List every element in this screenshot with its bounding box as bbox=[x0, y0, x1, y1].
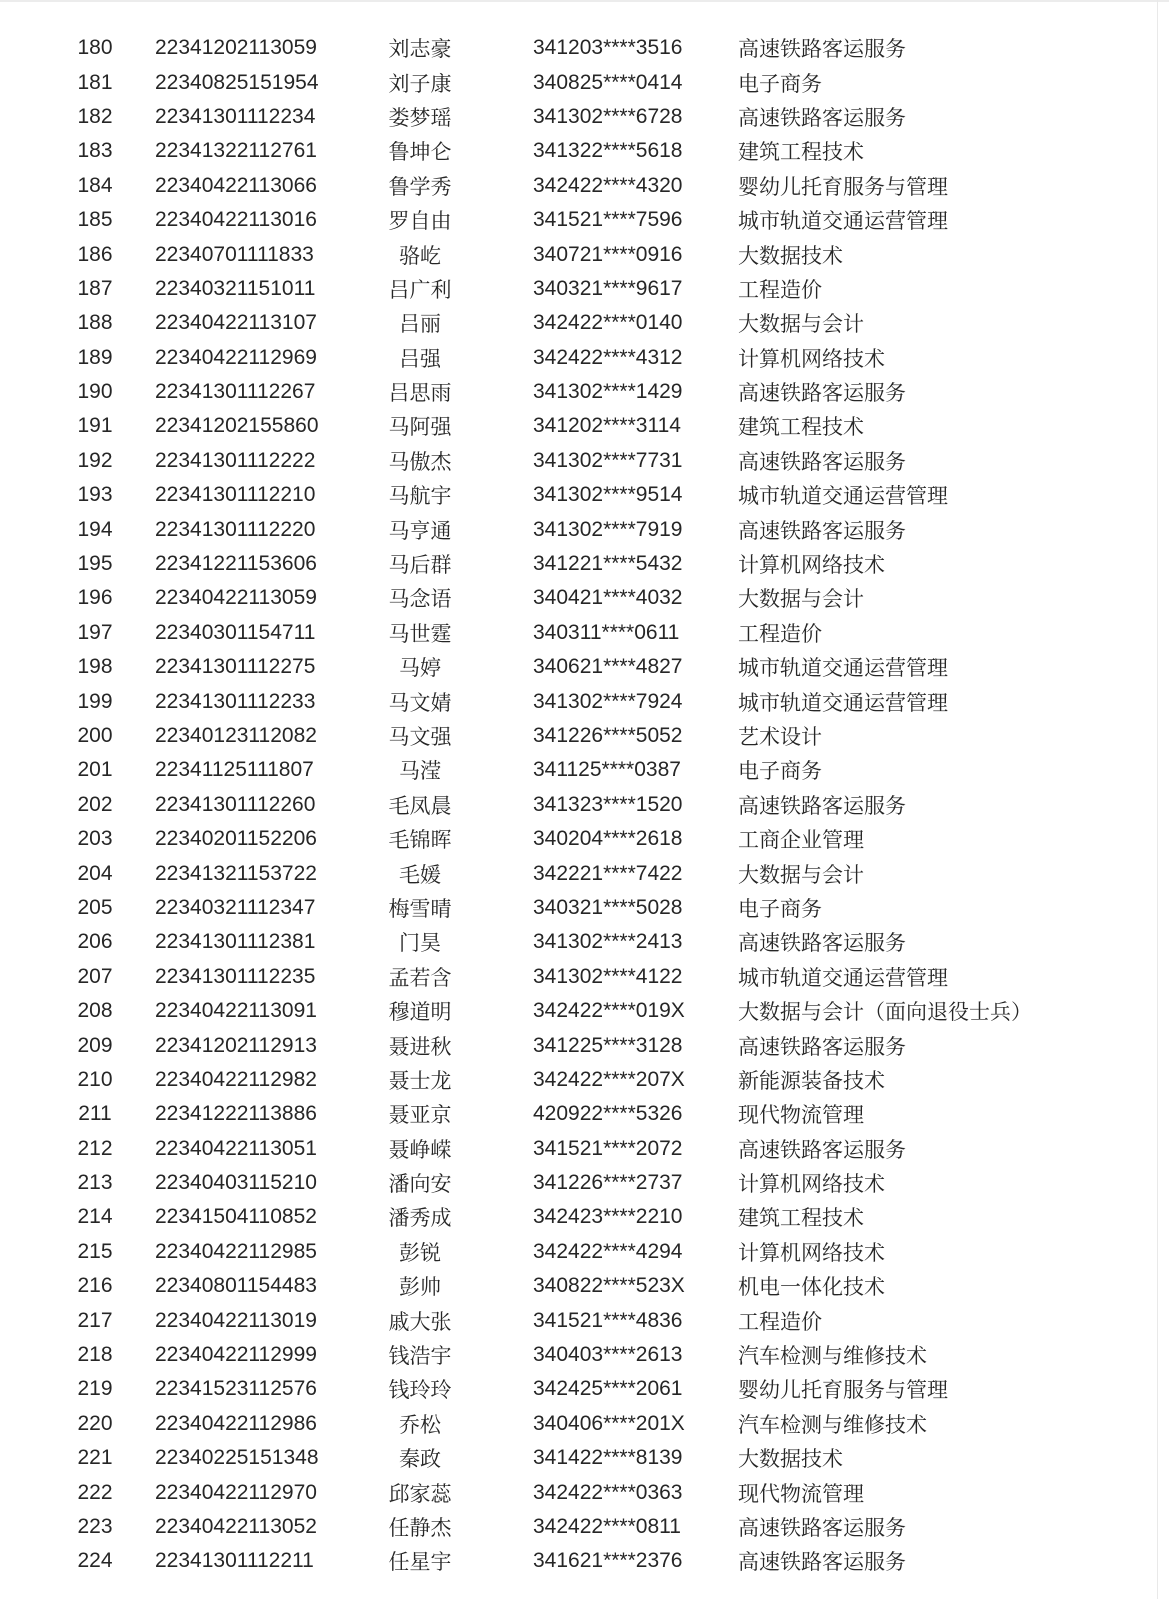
row-number-cell: 190 bbox=[77, 380, 113, 404]
student-name-cell: 穆道明 bbox=[388, 1001, 452, 1025]
major-cell: 大数据技术 bbox=[738, 1448, 843, 1472]
major-cell: 机电一体化技术 bbox=[738, 1276, 885, 1300]
major-cell: 城市轨道交通运营管理 bbox=[738, 485, 948, 509]
masked-id-cell: 342422****207X bbox=[533, 1067, 685, 1091]
student-name-cell: 邱家蕊 bbox=[388, 1482, 452, 1506]
student-name-cell: 彭锐 bbox=[399, 1241, 441, 1265]
student-name-cell: 任星宇 bbox=[388, 1551, 452, 1575]
major-cell: 工程造价 bbox=[738, 278, 822, 302]
row-number-cell: 192 bbox=[77, 448, 113, 472]
student-name-cell: 聂亚京 bbox=[388, 1104, 452, 1128]
table-row bbox=[0, 1097, 1157, 1131]
row-number-cell: 184 bbox=[77, 173, 113, 197]
masked-id-cell: 342422****4294 bbox=[533, 1239, 683, 1263]
exam-number-cell: 22341221153606 bbox=[155, 552, 317, 576]
page-right-edge bbox=[1157, 0, 1158, 1599]
student-name-cell: 刘志豪 bbox=[388, 38, 452, 62]
table-row bbox=[0, 100, 1157, 134]
exam-number-cell: 22341202155860 bbox=[155, 414, 319, 438]
exam-number-cell: 22341301112222 bbox=[155, 448, 316, 472]
table-row bbox=[0, 1303, 1157, 1337]
student-name-cell: 马滢 bbox=[399, 760, 441, 784]
row-number-cell: 223 bbox=[77, 1514, 113, 1538]
student-name-cell: 吕丽 bbox=[399, 313, 441, 337]
table-row bbox=[0, 1544, 1157, 1578]
table-row bbox=[0, 375, 1157, 409]
major-cell: 高速铁路客运服务 bbox=[738, 794, 906, 818]
student-name-cell: 戚大张 bbox=[388, 1310, 452, 1334]
major-cell: 艺术设计 bbox=[738, 726, 822, 749]
page-top-edge bbox=[0, 0, 1169, 2]
exam-number-cell: 22341222113886 bbox=[155, 1102, 317, 1126]
major-cell: 电子商务 bbox=[738, 760, 822, 784]
student-name-cell: 马阿强 bbox=[388, 416, 452, 440]
row-number-cell: 191 bbox=[77, 414, 113, 438]
row-number-cell: 198 bbox=[77, 655, 113, 679]
table-row bbox=[0, 65, 1157, 99]
row-number-cell: 213 bbox=[77, 1171, 113, 1195]
row-number-cell: 188 bbox=[77, 311, 113, 335]
exam-number-cell: 22340422112985 bbox=[155, 1239, 317, 1263]
exam-number-cell: 22340825151954 bbox=[155, 70, 319, 94]
major-cell: 大数据与会计 bbox=[738, 313, 864, 337]
table-row bbox=[0, 1132, 1157, 1166]
student-name-cell: 毛凤晨 bbox=[388, 794, 452, 818]
exam-number-cell: 22340701111833 bbox=[155, 242, 314, 266]
table-row bbox=[0, 1166, 1157, 1200]
exam-number-cell: 22340422112986 bbox=[155, 1411, 317, 1435]
table-row bbox=[0, 203, 1157, 237]
exam-number-cell: 22341301112267 bbox=[155, 380, 316, 404]
row-number-cell: 201 bbox=[77, 758, 113, 782]
table-row bbox=[0, 1372, 1157, 1406]
student-name-cell: 钱浩宇 bbox=[388, 1345, 452, 1369]
major-cell: 婴幼儿托育服务与管理 bbox=[738, 1379, 948, 1403]
major-cell: 城市轨道交通运营管理 bbox=[738, 691, 948, 715]
masked-id-cell: 342423****2210 bbox=[533, 1205, 683, 1229]
row-number-cell: 199 bbox=[77, 689, 113, 713]
table-row bbox=[0, 237, 1157, 271]
exam-number-cell: 22341301112381 bbox=[155, 930, 316, 954]
major-cell: 大数据与会计 bbox=[738, 863, 864, 887]
exam-number-cell: 22341202113059 bbox=[155, 36, 317, 60]
student-name-cell: 聂进秋 bbox=[388, 1035, 452, 1059]
major-cell: 高速铁路客运服务 bbox=[738, 932, 906, 956]
row-number-cell: 183 bbox=[77, 139, 113, 163]
masked-id-cell: 341226****2737 bbox=[533, 1171, 683, 1195]
row-number-cell: 224 bbox=[77, 1549, 113, 1573]
table-row bbox=[0, 753, 1157, 787]
masked-id-cell: 341302****7919 bbox=[533, 517, 683, 541]
row-number-cell: 181 bbox=[77, 70, 113, 94]
major-cell: 电子商务 bbox=[738, 897, 822, 921]
row-number-cell: 196 bbox=[77, 586, 113, 610]
table-row bbox=[0, 1063, 1157, 1097]
table-row bbox=[0, 616, 1157, 650]
table-row bbox=[0, 1441, 1157, 1475]
student-name-cell: 钱玲玲 bbox=[388, 1379, 452, 1403]
row-number-cell: 204 bbox=[77, 861, 113, 885]
masked-id-cell: 342422****4312 bbox=[533, 345, 683, 369]
student-name-cell: 马傲杰 bbox=[388, 450, 452, 474]
major-cell: 汽车检测与维修技术 bbox=[738, 1413, 927, 1437]
row-number-cell: 202 bbox=[77, 792, 113, 816]
row-number-cell: 219 bbox=[77, 1377, 113, 1401]
table-row bbox=[0, 409, 1157, 443]
table-row bbox=[0, 169, 1157, 203]
student-name-cell: 吕强 bbox=[399, 347, 441, 371]
major-cell: 高速铁路客运服务 bbox=[738, 1138, 906, 1162]
exam-number-cell: 22340422113052 bbox=[155, 1514, 317, 1538]
major-cell: 大数据与会计（面向退役士兵） bbox=[738, 1001, 1032, 1025]
row-number-cell: 214 bbox=[77, 1205, 113, 1229]
masked-id-cell: 340321****5028 bbox=[533, 895, 683, 919]
student-name-cell: 刘子康 bbox=[388, 72, 452, 96]
masked-id-cell: 342422****4320 bbox=[533, 173, 683, 197]
masked-id-cell: 420922****5326 bbox=[533, 1102, 683, 1126]
masked-id-cell: 341203****3516 bbox=[533, 36, 683, 60]
student-name-cell: 娄梦瑶 bbox=[388, 106, 452, 130]
masked-id-cell: 340406****201X bbox=[533, 1411, 685, 1435]
masked-id-cell: 341621****2376 bbox=[533, 1549, 683, 1573]
table-row bbox=[0, 1407, 1157, 1441]
masked-id-cell: 342422****019X bbox=[533, 999, 685, 1023]
exam-number-cell: 22340422113059 bbox=[155, 586, 317, 610]
student-name-cell: 乔松 bbox=[399, 1413, 441, 1437]
exam-number-cell: 22340422113066 bbox=[155, 173, 317, 197]
masked-id-cell: 340621****4827 bbox=[533, 655, 683, 679]
masked-id-cell: 341302****7731 bbox=[533, 448, 683, 472]
major-cell: 计算机网络技术 bbox=[738, 347, 885, 371]
masked-id-cell: 341322****5618 bbox=[533, 139, 683, 163]
major-cell: 高速铁路客运服务 bbox=[738, 1516, 906, 1540]
table-row bbox=[0, 1338, 1157, 1372]
row-number-cell: 211 bbox=[78, 1102, 112, 1126]
student-name-cell: 马世霆 bbox=[388, 622, 452, 646]
table-row bbox=[0, 788, 1157, 822]
masked-id-cell: 341521****7596 bbox=[533, 208, 683, 232]
student-name-cell: 毛锦晖 bbox=[388, 829, 452, 853]
student-name-cell: 彭帅 bbox=[399, 1276, 441, 1300]
masked-id-cell: 342422****0811 bbox=[533, 1514, 681, 1538]
masked-id-cell: 341125****0387 bbox=[533, 758, 681, 782]
exam-number-cell: 22340403115210 bbox=[155, 1171, 317, 1195]
row-number-cell: 205 bbox=[77, 895, 113, 919]
table-row bbox=[0, 1475, 1157, 1509]
row-number-cell: 217 bbox=[77, 1308, 113, 1332]
exam-number-cell: 22341301112234 bbox=[155, 104, 316, 128]
exam-number-cell: 22340422112970 bbox=[155, 1480, 317, 1504]
major-cell: 计算机网络技术 bbox=[738, 554, 885, 578]
masked-id-cell: 341226****5052 bbox=[533, 724, 683, 747]
exam-number-cell: 22340321151011 bbox=[155, 276, 316, 300]
row-number-cell: 193 bbox=[77, 483, 113, 507]
student-name-cell: 孟若含 bbox=[388, 966, 452, 990]
masked-id-cell: 340403****2613 bbox=[533, 1343, 683, 1367]
exam-number-cell: 22340422112982 bbox=[155, 1067, 317, 1091]
masked-id-cell: 341302****2413 bbox=[533, 930, 683, 954]
major-cell: 工程造价 bbox=[738, 622, 822, 646]
major-cell: 高速铁路客运服务 bbox=[738, 1551, 906, 1575]
exam-number-cell: 22341301112233 bbox=[155, 689, 316, 713]
major-cell: 高速铁路客运服务 bbox=[738, 519, 906, 543]
row-number-cell: 187 bbox=[77, 276, 113, 300]
masked-id-cell: 341422****8139 bbox=[533, 1446, 683, 1470]
major-cell: 汽车检测与维修技术 bbox=[738, 1345, 927, 1369]
masked-id-cell: 340421****4032 bbox=[533, 586, 683, 610]
masked-id-cell: 342425****2061 bbox=[533, 1377, 683, 1401]
major-cell: 计算机网络技术 bbox=[738, 1241, 885, 1265]
table-row bbox=[0, 719, 1157, 753]
table-row bbox=[0, 581, 1157, 615]
student-name-cell: 罗自由 bbox=[388, 210, 452, 234]
major-cell: 高速铁路客运服务 bbox=[738, 1035, 906, 1059]
major-cell: 城市轨道交通运营管理 bbox=[738, 210, 948, 234]
student-name-cell: 鲁坤仑 bbox=[388, 141, 452, 165]
table-row bbox=[0, 444, 1157, 478]
major-cell: 高速铁路客运服务 bbox=[738, 38, 906, 62]
row-number-cell: 182 bbox=[77, 104, 113, 128]
row-number-cell: 194 bbox=[77, 517, 113, 541]
table-row bbox=[0, 684, 1157, 718]
major-cell: 建筑工程技术 bbox=[738, 1207, 864, 1231]
row-number-cell: 206 bbox=[77, 930, 113, 954]
major-cell: 大数据技术 bbox=[738, 244, 843, 268]
row-number-cell: 215 bbox=[77, 1239, 113, 1263]
student-name-cell: 任静杰 bbox=[388, 1516, 452, 1540]
masked-id-cell: 340825****0414 bbox=[533, 70, 683, 94]
masked-id-cell: 341302****4122 bbox=[533, 964, 683, 988]
masked-id-cell: 341302****6728 bbox=[533, 104, 683, 128]
exam-number-cell: 22340422113016 bbox=[155, 208, 317, 232]
student-name-cell: 门昊 bbox=[399, 932, 441, 956]
table-row bbox=[0, 341, 1157, 375]
student-name-cell: 马文强 bbox=[388, 726, 452, 749]
masked-id-cell: 342221****7422 bbox=[533, 861, 683, 885]
table-row bbox=[0, 925, 1157, 959]
row-number-cell: 200 bbox=[77, 724, 113, 747]
major-cell: 婴幼儿托育服务与管理 bbox=[738, 175, 948, 199]
exam-number-cell: 22341301112260 bbox=[155, 792, 316, 816]
major-cell: 计算机网络技术 bbox=[738, 1173, 885, 1197]
student-name-cell: 聂峥嵘 bbox=[388, 1138, 452, 1162]
masked-id-cell: 340321****9617 bbox=[533, 276, 683, 300]
table-row bbox=[0, 822, 1157, 856]
row-number-cell: 197 bbox=[77, 620, 113, 644]
student-name-cell: 马亨通 bbox=[388, 519, 452, 543]
exam-number-cell: 22341301112220 bbox=[155, 517, 316, 541]
masked-id-cell: 341521****2072 bbox=[533, 1136, 683, 1160]
major-cell: 城市轨道交通运营管理 bbox=[738, 966, 948, 990]
masked-id-cell: 340721****0916 bbox=[533, 242, 683, 266]
exam-number-cell: 22341301112235 bbox=[155, 964, 316, 988]
exam-number-cell: 22341301112275 bbox=[155, 655, 316, 679]
masked-id-cell: 340822****523X bbox=[533, 1274, 685, 1298]
masked-id-cell: 341225****3128 bbox=[533, 1033, 683, 1057]
row-number-cell: 216 bbox=[77, 1274, 113, 1298]
row-number-cell: 218 bbox=[77, 1343, 113, 1367]
row-number-cell: 203 bbox=[77, 827, 113, 851]
row-number-cell: 180 bbox=[77, 36, 113, 60]
masked-id-cell: 340204****2618 bbox=[533, 827, 683, 851]
major-cell: 新能源装备技术 bbox=[738, 1069, 885, 1093]
major-cell: 现代物流管理 bbox=[738, 1482, 864, 1506]
table-row bbox=[0, 1235, 1157, 1269]
masked-id-cell: 341302****1429 bbox=[533, 380, 683, 404]
major-cell: 大数据与会计 bbox=[738, 588, 864, 612]
major-cell: 高速铁路客运服务 bbox=[738, 450, 906, 474]
table-row bbox=[0, 272, 1157, 306]
major-cell: 高速铁路客运服务 bbox=[738, 382, 906, 406]
row-number-cell: 212 bbox=[77, 1136, 113, 1160]
exam-number-cell: 22340301154711 bbox=[155, 620, 316, 644]
major-cell: 工程造价 bbox=[738, 1310, 822, 1334]
masked-id-cell: 342422****0363 bbox=[533, 1480, 683, 1504]
major-cell: 建筑工程技术 bbox=[738, 416, 864, 440]
exam-number-cell: 22340422113107 bbox=[155, 311, 317, 335]
exam-number-cell: 22341301112211 bbox=[155, 1549, 314, 1573]
row-number-cell: 195 bbox=[77, 552, 113, 576]
student-name-cell: 马念语 bbox=[388, 588, 452, 612]
table-row bbox=[0, 306, 1157, 340]
table-row bbox=[0, 1510, 1157, 1544]
table-row bbox=[0, 960, 1157, 994]
row-number-cell: 209 bbox=[77, 1033, 113, 1057]
major-cell: 现代物流管理 bbox=[738, 1104, 864, 1128]
table-row bbox=[0, 478, 1157, 512]
table-row bbox=[0, 1200, 1157, 1234]
student-name-cell: 马航宇 bbox=[388, 485, 452, 509]
exam-number-cell: 22340321112347 bbox=[155, 895, 316, 919]
student-name-cell: 梅雪晴 bbox=[388, 897, 452, 921]
masked-id-cell: 340311****0611 bbox=[533, 620, 680, 644]
major-cell: 高速铁路客运服务 bbox=[738, 106, 906, 130]
student-name-cell: 秦政 bbox=[399, 1448, 441, 1472]
student-name-cell: 马后群 bbox=[388, 554, 452, 578]
table-row bbox=[0, 512, 1157, 546]
student-name-cell: 马文婧 bbox=[388, 691, 452, 715]
table-row bbox=[0, 891, 1157, 925]
masked-id-cell: 341202****3114 bbox=[533, 414, 681, 438]
student-name-cell: 骆屹 bbox=[399, 244, 441, 268]
row-number-cell: 189 bbox=[77, 345, 113, 369]
student-name-cell: 吕广利 bbox=[388, 278, 452, 302]
exam-number-cell: 22341523112576 bbox=[155, 1377, 317, 1401]
exam-number-cell: 22340422113091 bbox=[155, 999, 317, 1023]
exam-number-cell: 22340201152206 bbox=[155, 827, 317, 851]
table-row bbox=[0, 1028, 1157, 1062]
table-row bbox=[0, 856, 1157, 890]
table-row bbox=[0, 994, 1157, 1028]
exam-number-cell: 22340123112082 bbox=[155, 724, 317, 747]
exam-number-cell: 22341504110852 bbox=[155, 1205, 317, 1229]
table-row bbox=[0, 31, 1157, 65]
row-number-cell: 186 bbox=[77, 242, 113, 266]
student-name-cell: 吕思雨 bbox=[388, 382, 452, 406]
student-name-cell: 鲁学秀 bbox=[388, 175, 452, 199]
exam-number-cell: 22341125111807 bbox=[155, 758, 314, 782]
student-roster-table bbox=[0, 31, 1157, 1579]
student-name-cell: 潘秀成 bbox=[388, 1207, 452, 1231]
major-cell: 工商企业管理 bbox=[738, 829, 864, 853]
masked-id-cell: 341302****7924 bbox=[533, 689, 683, 713]
exam-number-cell: 22341322112761 bbox=[155, 139, 317, 163]
masked-id-cell: 342422****0140 bbox=[533, 311, 683, 335]
major-cell: 城市轨道交通运营管理 bbox=[738, 657, 948, 681]
exam-number-cell: 22340422112969 bbox=[155, 345, 317, 369]
exam-number-cell: 22340422113019 bbox=[155, 1308, 317, 1332]
exam-number-cell: 22340422113051 bbox=[155, 1136, 317, 1160]
row-number-cell: 210 bbox=[77, 1067, 113, 1091]
student-name-cell: 毛媛 bbox=[399, 863, 441, 887]
row-number-cell: 208 bbox=[77, 999, 113, 1023]
table-row bbox=[0, 134, 1157, 168]
major-cell: 建筑工程技术 bbox=[738, 141, 864, 165]
major-cell: 电子商务 bbox=[738, 72, 822, 96]
masked-id-cell: 341521****4836 bbox=[533, 1308, 683, 1332]
student-name-cell: 聂士龙 bbox=[388, 1069, 452, 1093]
table-row bbox=[0, 1269, 1157, 1303]
table-row bbox=[0, 650, 1157, 684]
masked-id-cell: 341221****5432 bbox=[533, 552, 683, 576]
exam-number-cell: 22341301112210 bbox=[155, 483, 316, 507]
exam-number-cell: 22340225151348 bbox=[155, 1446, 319, 1470]
exam-number-cell: 22341202112913 bbox=[155, 1033, 317, 1057]
student-name-cell: 马婷 bbox=[399, 657, 441, 681]
exam-number-cell: 22341321153722 bbox=[155, 861, 317, 885]
row-number-cell: 207 bbox=[77, 964, 113, 988]
table-row bbox=[0, 547, 1157, 581]
row-number-cell: 220 bbox=[77, 1411, 113, 1435]
row-number-cell: 222 bbox=[77, 1480, 113, 1504]
student-name-cell: 潘向安 bbox=[388, 1173, 452, 1197]
exam-number-cell: 22340801154483 bbox=[155, 1274, 317, 1298]
masked-id-cell: 341302****9514 bbox=[533, 483, 683, 507]
masked-id-cell: 341323****1520 bbox=[533, 792, 683, 816]
exam-number-cell: 22340422112999 bbox=[155, 1343, 317, 1367]
row-number-cell: 185 bbox=[77, 208, 113, 232]
row-number-cell: 221 bbox=[77, 1446, 113, 1470]
